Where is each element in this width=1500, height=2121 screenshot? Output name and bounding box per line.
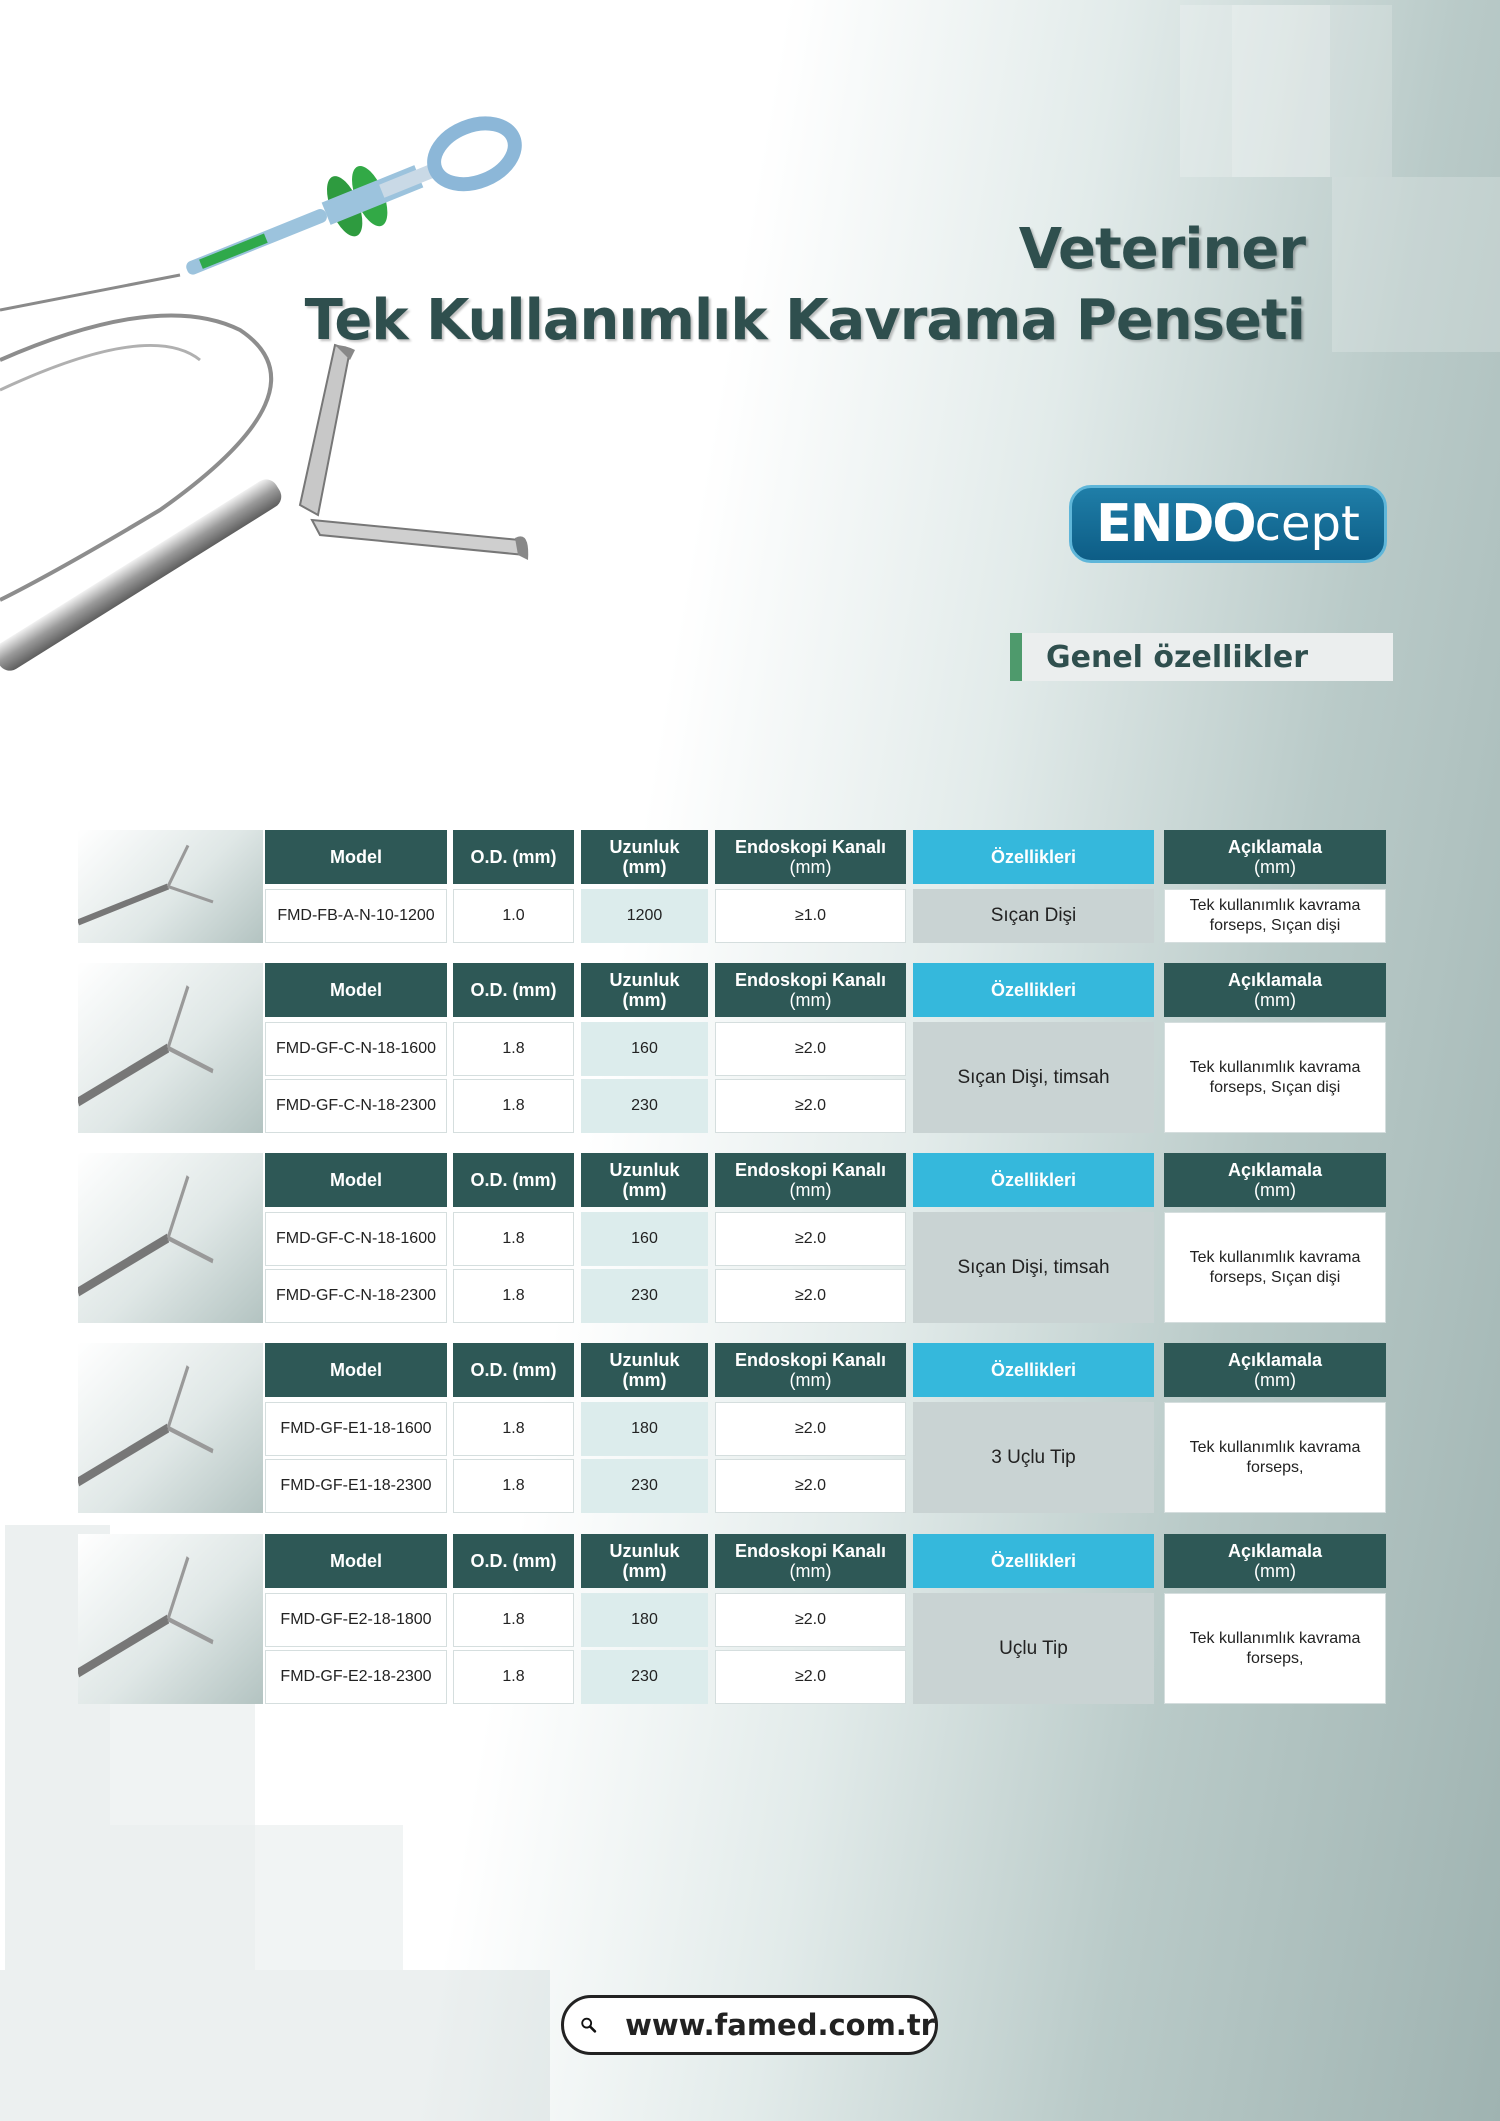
header-unit: (mm) xyxy=(1254,857,1296,877)
forceps-thumbnail-image xyxy=(78,1534,263,1704)
cell-od: 1.8 xyxy=(453,1269,574,1323)
decor-square xyxy=(255,1825,403,1970)
header-label: Uzunluk xyxy=(609,1350,680,1370)
cell-channel: ≥2.0 xyxy=(715,1212,906,1266)
cell-model: FMD-GF-C-N-18-2300 xyxy=(265,1079,447,1133)
logo-part-2: cept xyxy=(1254,496,1360,552)
cell-features: Sıçan Dişi xyxy=(913,889,1154,943)
cell-channel: ≥1.0 xyxy=(715,889,906,943)
column-header-length xyxy=(581,1534,708,1588)
header-unit: (mm) xyxy=(789,857,832,877)
decor-square xyxy=(0,1970,550,2121)
header-unit: (mm) xyxy=(1254,1561,1296,1581)
cell-description xyxy=(1164,889,1386,943)
column-header-length xyxy=(581,1343,708,1397)
header-unit: (mm) xyxy=(789,1180,832,1200)
cell-features: Sıçan Dişi, timsah xyxy=(913,1212,1154,1323)
column-header-od xyxy=(453,1153,574,1207)
cell-od: 1.8 xyxy=(453,1079,574,1133)
column-header-channel xyxy=(715,830,906,884)
column-header-channel xyxy=(715,1534,906,1588)
cell-model: FMD-GF-E1-18-1600 xyxy=(265,1402,447,1456)
column-header-features xyxy=(913,1343,1154,1397)
header-label: Uzunluk xyxy=(609,1160,680,1180)
cell-features: 3 Uçlu Tip xyxy=(913,1402,1154,1513)
cell-description xyxy=(1164,1402,1386,1513)
header-label: Uzunluk xyxy=(609,1541,680,1561)
header-label: Özellikleri xyxy=(990,1170,1077,1190)
cell-od: 1.8 xyxy=(453,1022,574,1076)
description-line: Tek kullanımlık kavrama xyxy=(1189,897,1361,914)
column-header-od xyxy=(453,963,574,1017)
cell-length: 230 xyxy=(581,1459,708,1513)
cell-od: 1.8 xyxy=(453,1402,574,1456)
column-header-model xyxy=(265,963,447,1017)
column-header-channel xyxy=(715,1153,906,1207)
header-unit: (mm) xyxy=(622,857,667,877)
cell-model: FMD-GF-E2-18-2300 xyxy=(265,1650,447,1704)
cell-description xyxy=(1164,1593,1386,1704)
product-thumbnail xyxy=(78,1343,263,1513)
cell-od: 1.8 xyxy=(453,1650,574,1704)
header-label: O.D. (mm) xyxy=(470,1360,557,1380)
header-label: Model xyxy=(330,847,382,867)
decor-square xyxy=(1332,177,1500,352)
header-unit: (mm) xyxy=(622,1370,667,1390)
title-line-1: Veteriner xyxy=(1018,217,1305,282)
column-header-od xyxy=(453,1534,574,1588)
cell-features: Sıçan Dişi, timsah xyxy=(913,1022,1154,1133)
cell-model: FMD-GF-C-N-18-1600 xyxy=(265,1212,447,1266)
header-label: O.D. (mm) xyxy=(470,1551,557,1571)
product-thumbnail xyxy=(78,1153,263,1323)
column-header-od xyxy=(453,1343,574,1397)
column-header-description xyxy=(1164,830,1386,884)
column-header-description xyxy=(1164,1534,1386,1588)
product-group xyxy=(78,963,1388,1133)
description-line: forseps, Sıçan dişi xyxy=(1209,917,1341,934)
header-unit: (mm) xyxy=(1254,1370,1296,1390)
product-group xyxy=(78,1534,1388,1704)
cell-length: 1200 xyxy=(581,889,708,943)
header-label: Uzunluk xyxy=(609,837,680,857)
cell-channel: ≥2.0 xyxy=(715,1650,906,1704)
decor-square xyxy=(5,1825,255,1970)
column-header-channel xyxy=(715,963,906,1017)
description-line: Tek kullanımlık kavrama xyxy=(1189,1629,1361,1647)
header-label: Endoskopi Kanalı xyxy=(734,1541,887,1561)
website-url: www.famed.com.tr xyxy=(625,2008,935,2042)
column-header-model xyxy=(265,1534,447,1588)
header-label: Özellikleri xyxy=(990,847,1077,867)
header-label: O.D. (mm) xyxy=(470,847,557,867)
description-line: Tek kullanımlık kavrama xyxy=(1189,1058,1361,1076)
description-line: forseps, Sıçan dişi xyxy=(1209,1268,1341,1286)
cell-model: FMD-GF-E2-18-1800 xyxy=(265,1593,447,1647)
header-label: Açıklamala xyxy=(1227,1160,1323,1180)
header-label: Endoskopi Kanalı xyxy=(734,1160,887,1180)
cell-od: 1.0 xyxy=(453,889,574,943)
endocept-logo xyxy=(1069,485,1387,563)
column-header-features xyxy=(913,830,1154,884)
cell-description xyxy=(1164,1212,1386,1323)
header-label: Özellikleri xyxy=(990,1360,1077,1380)
column-header-model xyxy=(265,830,447,884)
forceps-thumbnail-image xyxy=(78,1343,263,1513)
header-label: Endoskopi Kanalı xyxy=(734,970,887,990)
column-header-features xyxy=(913,963,1154,1017)
cell-channel: ≥2.0 xyxy=(715,1269,906,1323)
header-label: Endoskopi Kanalı xyxy=(734,837,887,857)
cell-channel: ≥2.0 xyxy=(715,1402,906,1456)
header-unit: (mm) xyxy=(1254,990,1296,1010)
cell-channel: ≥2.0 xyxy=(715,1593,906,1647)
header-label: Model xyxy=(330,1360,382,1380)
column-header-length xyxy=(581,830,708,884)
header-label: Açıklamala xyxy=(1227,1350,1323,1370)
cell-length: 180 xyxy=(581,1593,708,1647)
cell-features: Uçlu Tip xyxy=(913,1593,1154,1704)
description-line: forseps, Sıçan dişi xyxy=(1209,1078,1341,1096)
product-thumbnail xyxy=(78,963,263,1133)
cell-model: FMD-FB-A-N-10-1200 xyxy=(265,889,447,943)
cell-model: FMD-GF-E1-18-2300 xyxy=(265,1459,447,1513)
cell-channel: ≥2.0 xyxy=(715,1459,906,1513)
page-title xyxy=(305,215,1305,357)
column-header-model xyxy=(265,1343,447,1397)
header-label: Model xyxy=(330,1551,382,1571)
description-line: Tek kullanımlık kavrama xyxy=(1189,1248,1361,1266)
cell-model: FMD-GF-C-N-18-2300 xyxy=(265,1269,447,1323)
cell-od: 1.8 xyxy=(453,1593,574,1647)
header-unit: (mm) xyxy=(789,1370,832,1390)
header-label: Özellikleri xyxy=(990,1551,1077,1571)
website-link[interactable] xyxy=(561,1995,938,2055)
header-label: Özellikleri xyxy=(990,980,1077,1000)
cell-length: 180 xyxy=(581,1402,708,1456)
column-header-features xyxy=(913,1153,1154,1207)
header-label: Açıklamala xyxy=(1227,837,1323,857)
forceps-thumbnail-image xyxy=(78,830,263,943)
search-icon xyxy=(580,2002,597,2048)
cell-length: 230 xyxy=(581,1650,708,1704)
title-line-2: Tek Kullanımlık Kavrama Penseti xyxy=(304,288,1305,353)
cell-length: 230 xyxy=(581,1079,708,1133)
column-header-length xyxy=(581,963,708,1017)
cell-od: 1.8 xyxy=(453,1212,574,1266)
cell-channel: ≥2.0 xyxy=(715,1022,906,1076)
header-label: O.D. (mm) xyxy=(470,980,557,1000)
product-group xyxy=(78,830,1388,943)
header-unit: (mm) xyxy=(622,990,667,1010)
description-line: forseps, xyxy=(1246,1458,1304,1476)
product-group xyxy=(78,1153,1388,1323)
header-label: Model xyxy=(330,1170,382,1190)
column-header-description xyxy=(1164,1153,1386,1207)
column-header-features xyxy=(913,1534,1154,1588)
column-header-description xyxy=(1164,1343,1386,1397)
header-unit: (mm) xyxy=(622,1180,667,1200)
header-label: O.D. (mm) xyxy=(470,1170,557,1190)
product-thumbnail xyxy=(78,830,263,943)
column-header-length xyxy=(581,1153,708,1207)
section-heading: Genel özellikler xyxy=(1010,633,1393,681)
description-line: forseps, xyxy=(1246,1649,1304,1667)
decor-square xyxy=(1232,5,1392,177)
cell-description xyxy=(1164,1022,1386,1133)
column-header-description xyxy=(1164,963,1386,1017)
cell-model: FMD-GF-C-N-18-1600 xyxy=(265,1022,447,1076)
header-label: Uzunluk xyxy=(609,970,680,990)
forceps-product-image xyxy=(0,60,640,780)
column-header-channel xyxy=(715,1343,906,1397)
header-label: Endoskopi Kanalı xyxy=(734,1350,887,1370)
product-group xyxy=(78,1343,1388,1513)
description-line: Tek kullanımlık kavrama xyxy=(1189,1438,1361,1456)
cell-channel: ≥2.0 xyxy=(715,1079,906,1133)
header-unit: (mm) xyxy=(622,1561,667,1581)
column-header-model xyxy=(265,1153,447,1207)
header-unit: (mm) xyxy=(789,990,832,1010)
cell-length: 230 xyxy=(581,1269,708,1323)
header-label: Model xyxy=(330,980,382,1000)
product-thumbnail xyxy=(78,1534,263,1704)
cell-od: 1.8 xyxy=(453,1459,574,1513)
column-header-od xyxy=(453,830,574,884)
cell-length: 160 xyxy=(581,1212,708,1266)
forceps-thumbnail-image xyxy=(78,1153,263,1323)
forceps-thumbnail-image xyxy=(78,963,263,1133)
header-label: Açıklamala xyxy=(1227,1541,1323,1561)
header-unit: (mm) xyxy=(1254,1180,1296,1200)
logo-part-1: ENDO xyxy=(1096,494,1255,554)
header-label: Açıklamala xyxy=(1227,970,1323,990)
cell-length: 160 xyxy=(581,1022,708,1076)
header-unit: (mm) xyxy=(789,1561,832,1581)
